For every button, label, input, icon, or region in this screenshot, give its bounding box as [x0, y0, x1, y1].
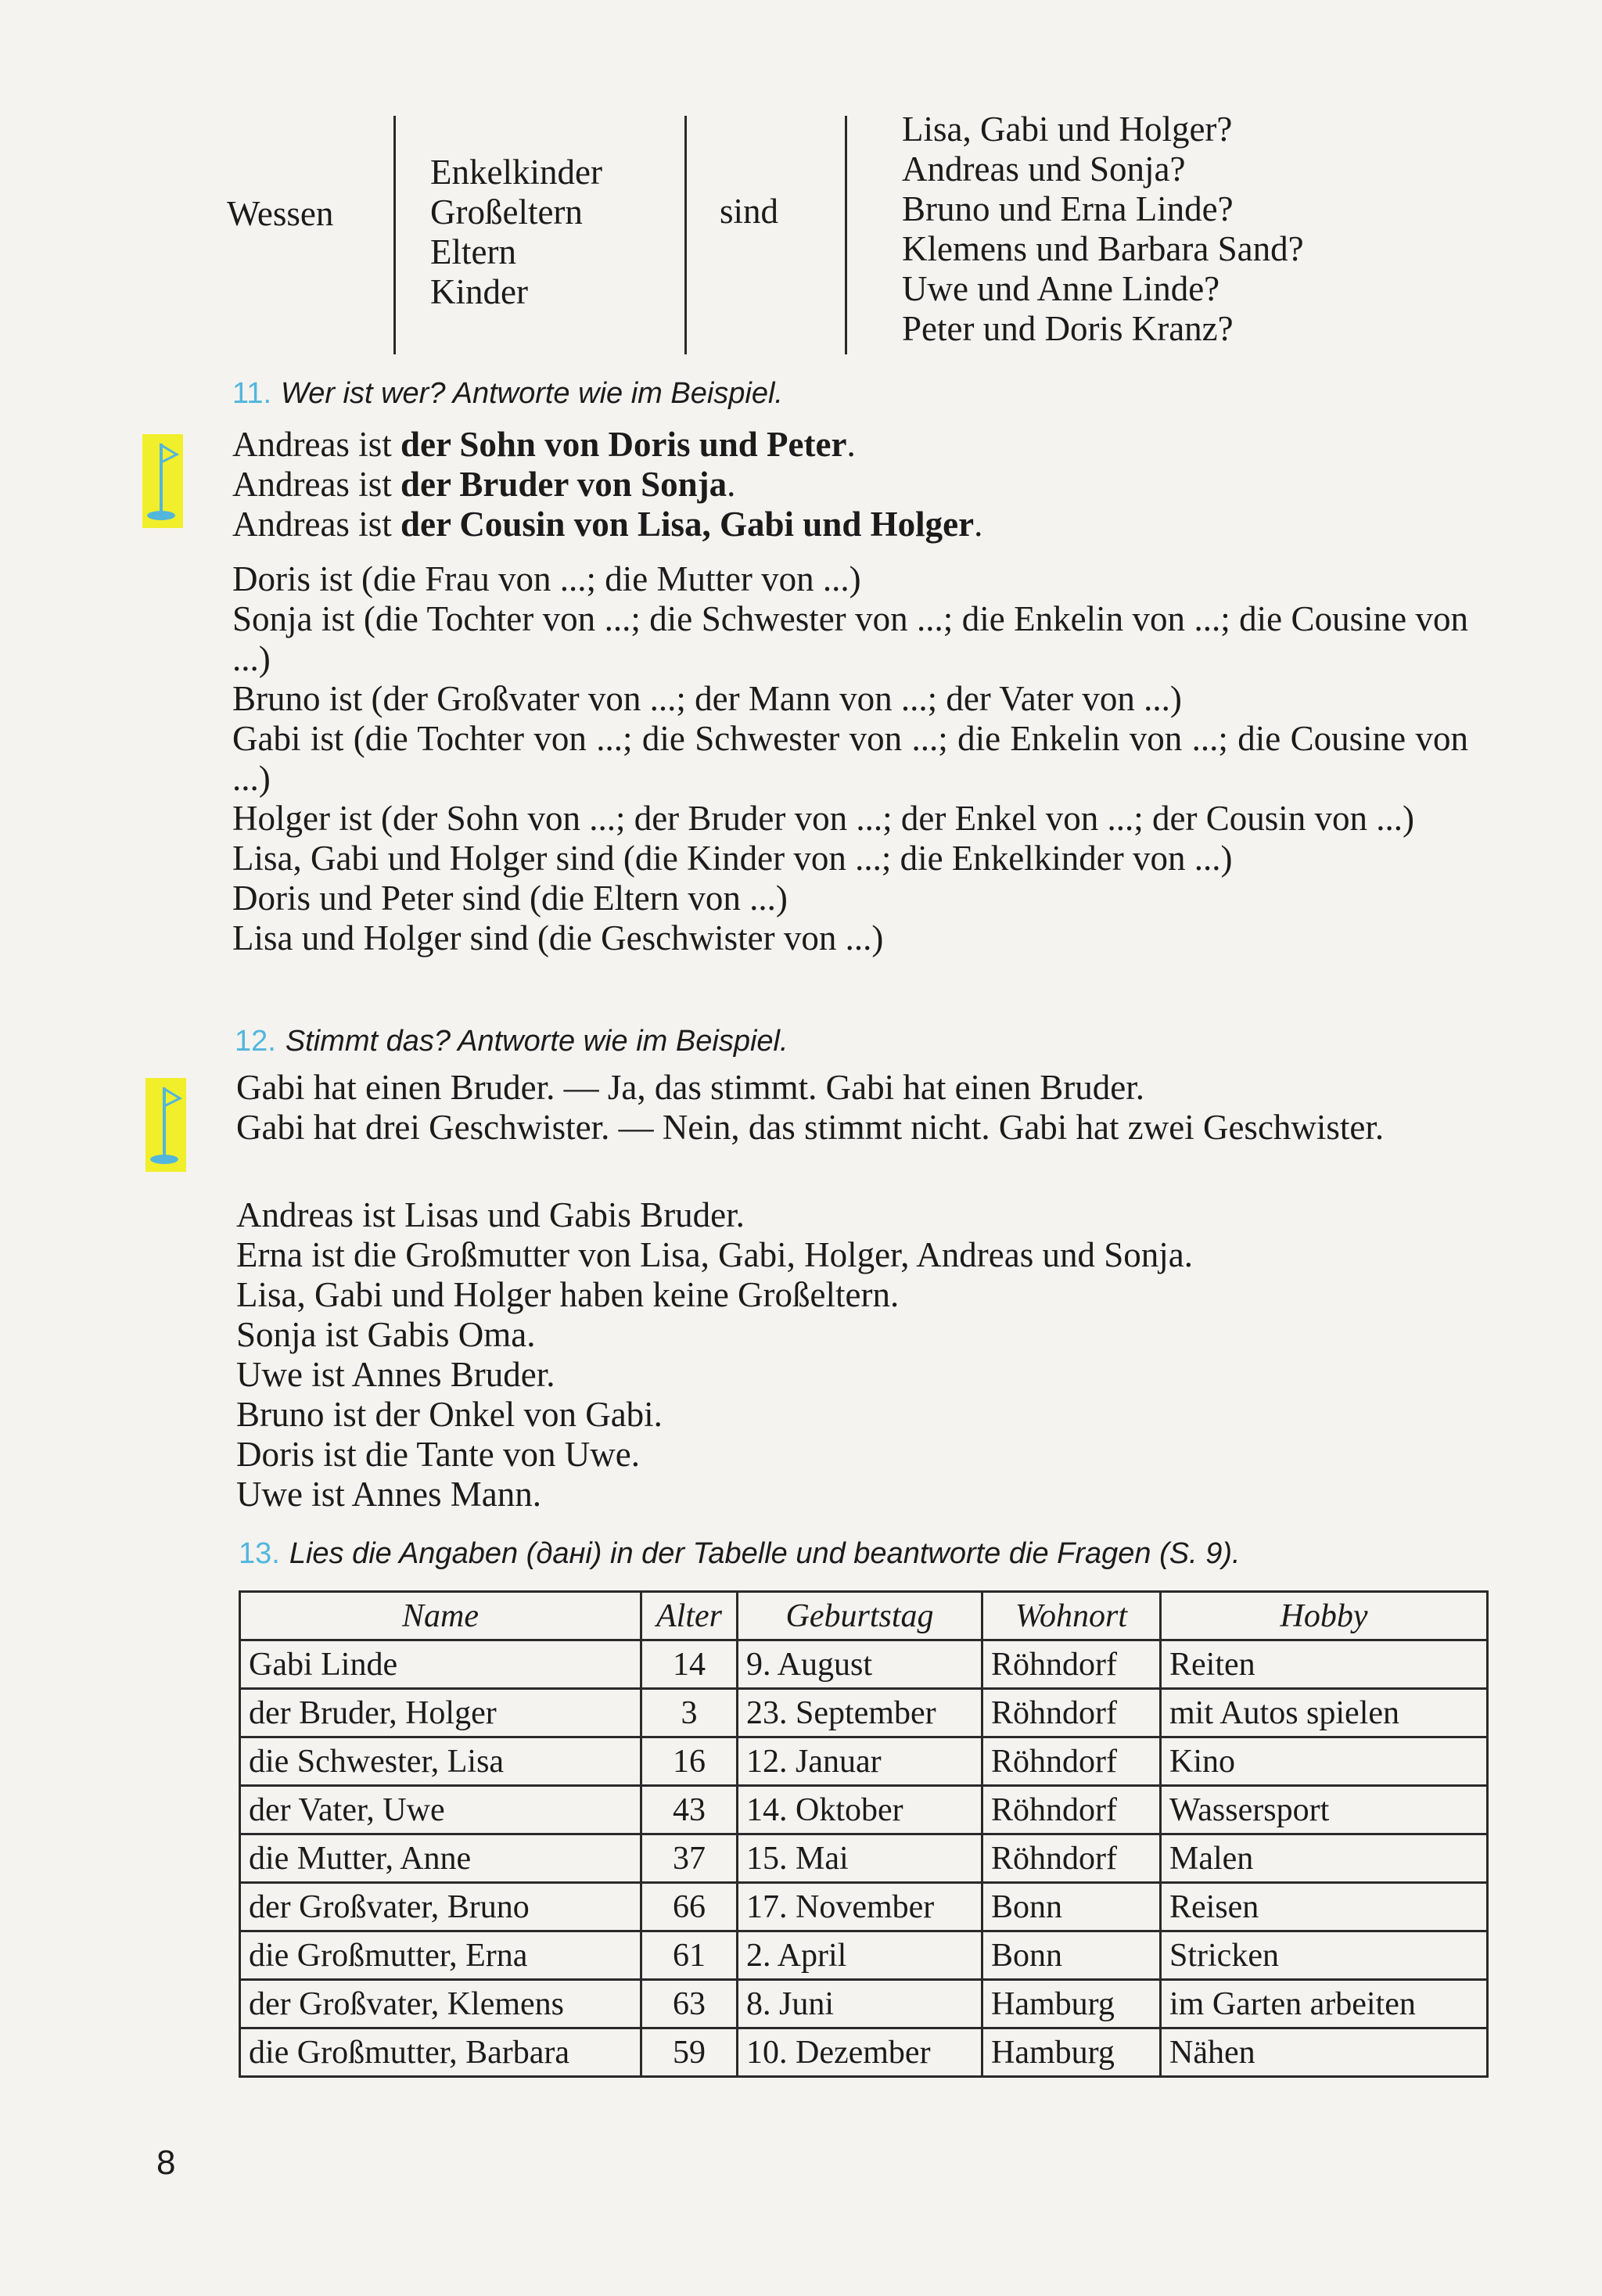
exercise-item: Sonja ist (die Tochter von ...; die Schwester von ...; die Enkelin von ...; die Cousine von ...) [232, 599, 1468, 678]
exercise-item: Erna ist die Großmutter von Lisa, Gabi, Holger, Andreas und Sonja. [236, 1235, 1193, 1274]
cell-residence: Röhndorf [982, 1640, 1161, 1689]
exercise-item: Bruno ist der Onkel von Gabi. [236, 1395, 663, 1434]
cell-age: 61 [641, 1931, 738, 1980]
cell-age: 14 [641, 1640, 738, 1689]
example-flag-icon [145, 1078, 186, 1172]
noun-list [430, 153, 602, 312]
cell-birthday: 8. Juni [738, 1980, 982, 2028]
table-row [240, 1737, 1488, 1786]
question-word: Wessen [227, 194, 334, 233]
exercise-11-heading [232, 377, 783, 411]
exercise-instruction: Lies die Angaben (дані) in der Tabelle und beantworte die Fragen (S. 9). [289, 1537, 1241, 1570]
exercise-instruction: Stimmt das? Antworte wie im Beispiel. [285, 1025, 788, 1058]
cell-name: der Vater, Uwe [240, 1786, 641, 1834]
table-row [240, 1980, 1488, 2028]
exercise-number: 13. [239, 1537, 280, 1570]
column-header: Wohnort [982, 1592, 1161, 1640]
cell-birthday: 15. Mai [738, 1834, 982, 1883]
cell-hobby: Reiten [1161, 1640, 1488, 1689]
exercise-11-items [232, 559, 1468, 958]
name-item: Uwe und Anne Linde? [902, 269, 1220, 308]
cell-residence: Röhndorf [982, 1786, 1161, 1834]
cell-name: der Großvater, Bruno [240, 1883, 641, 1931]
cell-hobby: Nähen [1161, 2028, 1488, 2077]
name-item: Andreas und Sonja? [902, 149, 1186, 189]
cell-hobby: Malen [1161, 1834, 1488, 1883]
name-list [902, 110, 1304, 349]
example-punct: . [846, 425, 856, 464]
exercise-item: Doris ist die Tante von Uwe. [236, 1435, 640, 1474]
cell-age: 3 [641, 1689, 738, 1737]
cell-residence: Bonn [982, 1931, 1161, 1980]
exercise-12-example [236, 1068, 1468, 1148]
noun-item: Enkelkinder [430, 153, 602, 192]
example-text: Andreas ist [232, 425, 400, 464]
cell-name: die Mutter, Anne [240, 1834, 641, 1883]
example-punct: . [727, 465, 736, 504]
name-item: Lisa, Gabi und Holger? [902, 110, 1233, 149]
cell-residence: Hamburg [982, 2028, 1161, 2077]
cell-hobby: Reisen [1161, 1883, 1488, 1931]
example-bold: der Cousin von Lisa, Gabi und Holger [400, 505, 975, 544]
cell-birthday: 17. November [738, 1883, 982, 1931]
cell-hobby: im Garten arbeiten [1161, 1980, 1488, 2028]
example-text: Andreas ist [232, 505, 400, 544]
table-row [240, 2028, 1488, 2077]
name-item: Klemens und Barbara Sand? [902, 229, 1304, 268]
example-line: Gabi hat drei Geschwister. — Nein, das stimmt nicht. Gabi hat zwei Geschwister. [236, 1108, 1385, 1147]
cell-name: die Großmutter, Barbara [240, 2028, 641, 2077]
exercise-item: Doris und Peter sind (die Eltern von ...) [232, 879, 788, 918]
cell-hobby: mit Autos spielen [1161, 1689, 1488, 1737]
exercise-13-heading [239, 1537, 1241, 1571]
example-bold: der Sohn von Doris und Peter [400, 425, 847, 464]
table-row [240, 1640, 1488, 1689]
column-header: Hobby [1161, 1592, 1488, 1640]
exercise-12-items [236, 1195, 1472, 1514]
example-flag-icon [142, 434, 183, 528]
column-divider [684, 116, 687, 354]
verb: sind [720, 192, 779, 231]
example-text: Andreas ist [232, 465, 400, 504]
cell-residence: Hamburg [982, 1980, 1161, 2028]
example-line [232, 465, 1468, 505]
cell-birthday: 14. Oktober [738, 1786, 982, 1834]
example-bold: der Bruder von Sonja [400, 465, 727, 504]
example-punct: . [974, 505, 983, 544]
exercise-item: Bruno ist (der Großvater von ...; der Mann von ...; der Vater von ...) [232, 679, 1182, 718]
cell-residence: Röhndorf [982, 1834, 1161, 1883]
grammar-table [223, 110, 1412, 360]
exercise-number: 11. [232, 377, 272, 410]
cell-name: die Schwester, Lisa [240, 1737, 641, 1786]
cell-name: Gabi Linde [240, 1640, 641, 1689]
example-line [232, 425, 1468, 465]
exercise-item: Lisa, Gabi und Holger haben keine Großeltern. [236, 1275, 900, 1314]
cell-birthday: 2. April [738, 1931, 982, 1980]
exercise-item: Holger ist (der Sohn von ...; der Bruder von ...; der Enkel von ...; der Cousin von ...) [232, 799, 1415, 838]
exercise-item: Doris ist (die Frau von ...; die Mutter von ...) [232, 559, 861, 598]
name-item: Peter und Doris Kranz? [902, 309, 1234, 348]
cell-residence: Röhndorf [982, 1689, 1161, 1737]
cell-age: 63 [641, 1980, 738, 2028]
exercise-item: Uwe ist Annes Bruder. [236, 1355, 555, 1394]
column-header: Name [240, 1592, 641, 1640]
example-line: Gabi hat einen Bruder. — Ja, das stimmt. Gabi hat einen Bruder. [236, 1068, 1144, 1107]
table-row [240, 1834, 1488, 1883]
cell-residence: Röhndorf [982, 1737, 1161, 1786]
example-line [232, 505, 1468, 544]
cell-name: der Bruder, Holger [240, 1689, 641, 1737]
name-item: Bruno und Erna Linde? [902, 189, 1234, 228]
table-row [240, 1883, 1488, 1931]
exercise-item: Sonja ist Gabis Oma. [236, 1315, 536, 1354]
cell-birthday: 9. August [738, 1640, 982, 1689]
table-row [240, 1786, 1488, 1834]
noun-item: Eltern [430, 232, 516, 271]
exercise-11-example [232, 425, 1468, 544]
cell-age: 66 [641, 1883, 738, 1931]
cell-residence: Bonn [982, 1883, 1161, 1931]
exercise-item: Uwe ist Annes Mann. [236, 1475, 541, 1514]
noun-item: Kinder [430, 272, 528, 311]
cell-hobby: Kino [1161, 1737, 1488, 1786]
cell-age: 16 [641, 1737, 738, 1786]
exercise-instruction: Wer ist wer? Antworte wie im Beispiel. [281, 377, 783, 410]
cell-age: 59 [641, 2028, 738, 2077]
column-header: Geburtstag [738, 1592, 982, 1640]
column-divider [845, 116, 847, 354]
cell-birthday: 12. Januar [738, 1737, 982, 1786]
cell-birthday: 23. September [738, 1689, 982, 1737]
exercise-item: Andreas ist Lisas und Gabis Bruder. [236, 1195, 745, 1234]
table-row [240, 1931, 1488, 1980]
exercise-item: Gabi ist (die Tochter von ...; die Schwester von ...; die Enkelin von ...; die Cousine von ...) [232, 719, 1468, 798]
column-divider [393, 116, 396, 354]
exercise-item: Lisa und Holger sind (die Geschwister von ...) [232, 918, 884, 958]
table-row [240, 1689, 1488, 1737]
cell-age: 37 [641, 1834, 738, 1883]
page-number: 8 [156, 2143, 176, 2182]
exercise-number: 12. [235, 1025, 276, 1058]
exercise-12-heading [235, 1025, 788, 1058]
family-data-table [239, 1590, 1489, 2078]
cell-age: 43 [641, 1786, 738, 1834]
cell-birthday: 10. Dezember [738, 2028, 982, 2077]
table-header-row [240, 1592, 1488, 1640]
cell-hobby: Stricken [1161, 1931, 1488, 1980]
cell-name: der Großvater, Klemens [240, 1980, 641, 2028]
cell-name: die Großmutter, Erna [240, 1931, 641, 1980]
noun-item: Großeltern [430, 192, 583, 232]
exercise-item: Lisa, Gabi und Holger sind (die Kinder von ...; die Enkelkinder von ...) [232, 839, 1233, 878]
column-header: Alter [641, 1592, 738, 1640]
cell-hobby: Wassersport [1161, 1786, 1488, 1834]
